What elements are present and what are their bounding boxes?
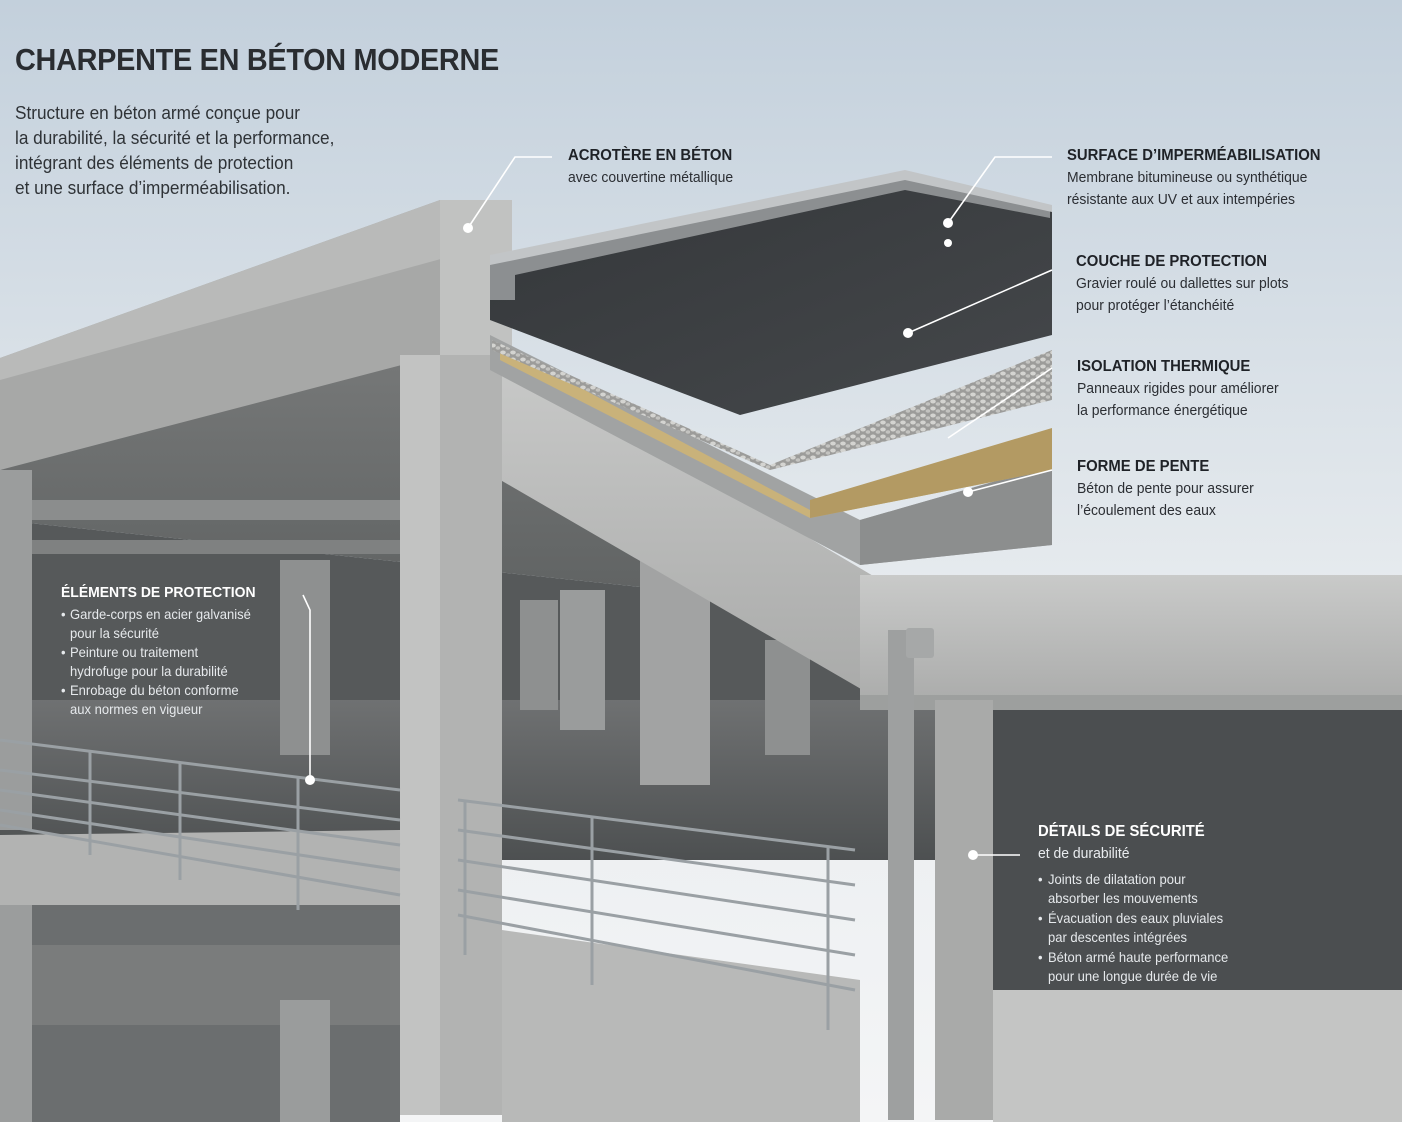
callout-text: l’écoulement des eaux — [1077, 502, 1216, 519]
callout-text: pour protéger l’étanchéité — [1076, 297, 1235, 314]
right-beam — [860, 575, 1402, 710]
callout-title: ACROTÈRE EN BÉTON — [568, 147, 733, 164]
callout-title: COUCHE DE PROTECTION — [1076, 253, 1267, 270]
bullet-text: Joints de dilatation pour — [1048, 871, 1186, 887]
callout-subtitle: et de durabilité — [1038, 845, 1130, 862]
column — [765, 640, 810, 755]
bullet-text: pour la sécurité — [70, 625, 160, 641]
intro-line: Structure en béton armé conçue pour — [15, 102, 301, 123]
column — [520, 600, 558, 710]
column — [560, 590, 605, 730]
callout-text: Gravier roulé ou dallettes sur plots — [1076, 275, 1289, 292]
bullet-marker: • — [61, 682, 66, 698]
intro-line: et une surface d’imperméabilisation. — [15, 177, 291, 198]
callout-text: la performance énergétique — [1077, 402, 1248, 419]
callout-text: Membrane bitumineuse ou synthétique — [1067, 169, 1308, 186]
bullet-text: Enrobage du béton conforme — [70, 682, 239, 698]
callout-text: Panneaux rigides pour améliorer — [1077, 380, 1279, 397]
drainpipe — [888, 630, 914, 1120]
callout-title: FORME DE PENTE — [1077, 458, 1210, 475]
callout-text: Béton de pente pour assurer — [1077, 480, 1254, 497]
bullet-text: Peinture ou traitement — [70, 644, 199, 660]
intro-line: la durabilité, la sécurité et la performance, — [15, 127, 335, 148]
column-left — [0, 470, 32, 830]
bullet-text: aux normes en vigueur — [70, 701, 203, 717]
bullet-marker: • — [1038, 871, 1043, 887]
callout-title: ÉLÉMENTS DE PROTECTION — [61, 584, 256, 601]
bullet-marker: • — [61, 644, 66, 660]
callout-title: SURFACE D’IMPERMÉABILISATION — [1067, 147, 1321, 164]
bullet-text: pour une longue durée de vie — [1048, 968, 1218, 984]
callout-title: ISOLATION THERMIQUE — [1077, 358, 1251, 375]
bullet-text: par descentes intégrées — [1048, 929, 1187, 945]
callout-text: résistante aux UV et aux intempéries — [1067, 191, 1295, 208]
column-right — [935, 700, 993, 1120]
bullet-marker: • — [1038, 949, 1043, 965]
bullet-marker: • — [61, 606, 66, 622]
intro-line: intégrant des éléments de protection — [15, 152, 294, 173]
bullet-text: absorber les mouvements — [1048, 890, 1198, 906]
bullet-text: hydrofuge pour la durabilité — [70, 663, 228, 679]
callout-text: avec couvertine métallique — [568, 169, 734, 186]
bullet-text: Évacuation des eaux pluviales — [1048, 910, 1224, 926]
bullet-text: Béton armé haute performance — [1048, 949, 1229, 965]
bullet-text: Garde-corps en acier galvanisé — [70, 606, 251, 622]
page-title: CHARPENTE EN BÉTON MODERNE — [15, 42, 499, 77]
bullet-marker: • — [1038, 910, 1043, 926]
callout-title: DÉTAILS DE SÉCURITÉ — [1038, 823, 1205, 840]
column — [280, 560, 330, 755]
